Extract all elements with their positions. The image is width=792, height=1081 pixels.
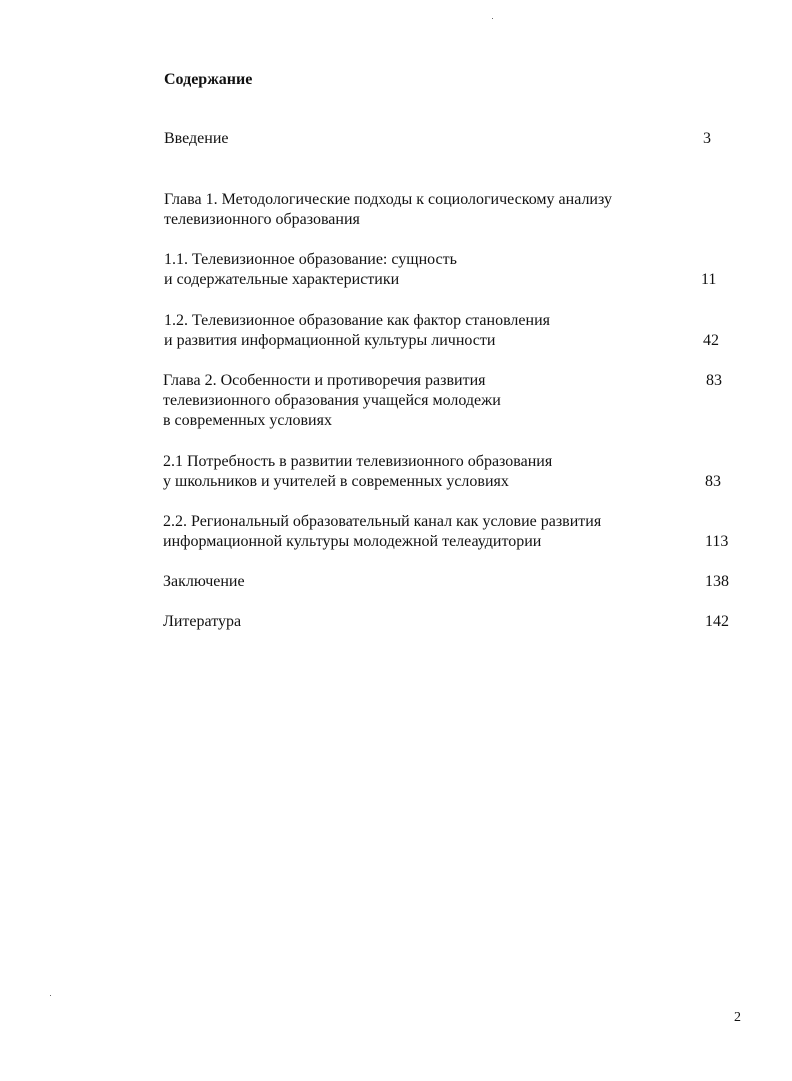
toc-entry-title-line: информационной культуры молодежной телеаудитории: [163, 533, 542, 550]
toc-entry-title-line: 2.1 Потребность в развитии телевизионного образования: [163, 453, 553, 470]
toc-entry-title-line: 1.1. Телевизионное образование: сущность: [164, 251, 457, 268]
toc-entry-title-line: и содержательные характеристики: [164, 271, 400, 288]
toc-entry-title-line: 1.2. Телевизионное образование как фактор становления: [164, 312, 550, 329]
toc-entry-title-line: и развития информационной культуры личности: [164, 332, 496, 349]
toc-entry-page-number: 11: [701, 271, 717, 288]
toc-entry-page-number: 142: [705, 613, 729, 630]
toc-entry-title-line: телевизионного образования: [164, 211, 360, 228]
toc-entry-page-number: 83: [706, 372, 722, 389]
scan-speck: [492, 18, 493, 19]
toc-entry-title-line: Введение: [164, 130, 229, 147]
scan-speck: [50, 995, 51, 996]
toc-entry-title-line: Глава 2. Особенности и противоречия развития: [163, 372, 486, 389]
toc-entry-title-line: 2.2. Региональный образовательный канал как условие развития: [163, 513, 602, 530]
toc-entry-page-number: 113: [705, 533, 729, 550]
toc-entry-page-number: 42: [703, 332, 719, 349]
toc-heading: Содержание: [164, 71, 253, 88]
toc-entry-title-line: Глава 1. Методологические подходы к социологическому анализу: [164, 191, 612, 208]
toc-entry-page-number: 83: [705, 473, 721, 490]
toc-entry-title-line: в современных условиях: [163, 412, 332, 429]
toc-entry-title-line: телевизионного образования учащейся молодежи: [163, 392, 501, 409]
toc-entry-page-number: 138: [705, 573, 729, 590]
toc-entry-title-line: Заключение: [163, 573, 245, 590]
toc-entry-page-number: 3: [703, 130, 711, 147]
toc-entry-title-line: Литература: [163, 613, 242, 630]
page-number: 2: [734, 1010, 741, 1025]
toc-entry-title-line: у школьников и учителей в современных условиях: [163, 473, 509, 490]
